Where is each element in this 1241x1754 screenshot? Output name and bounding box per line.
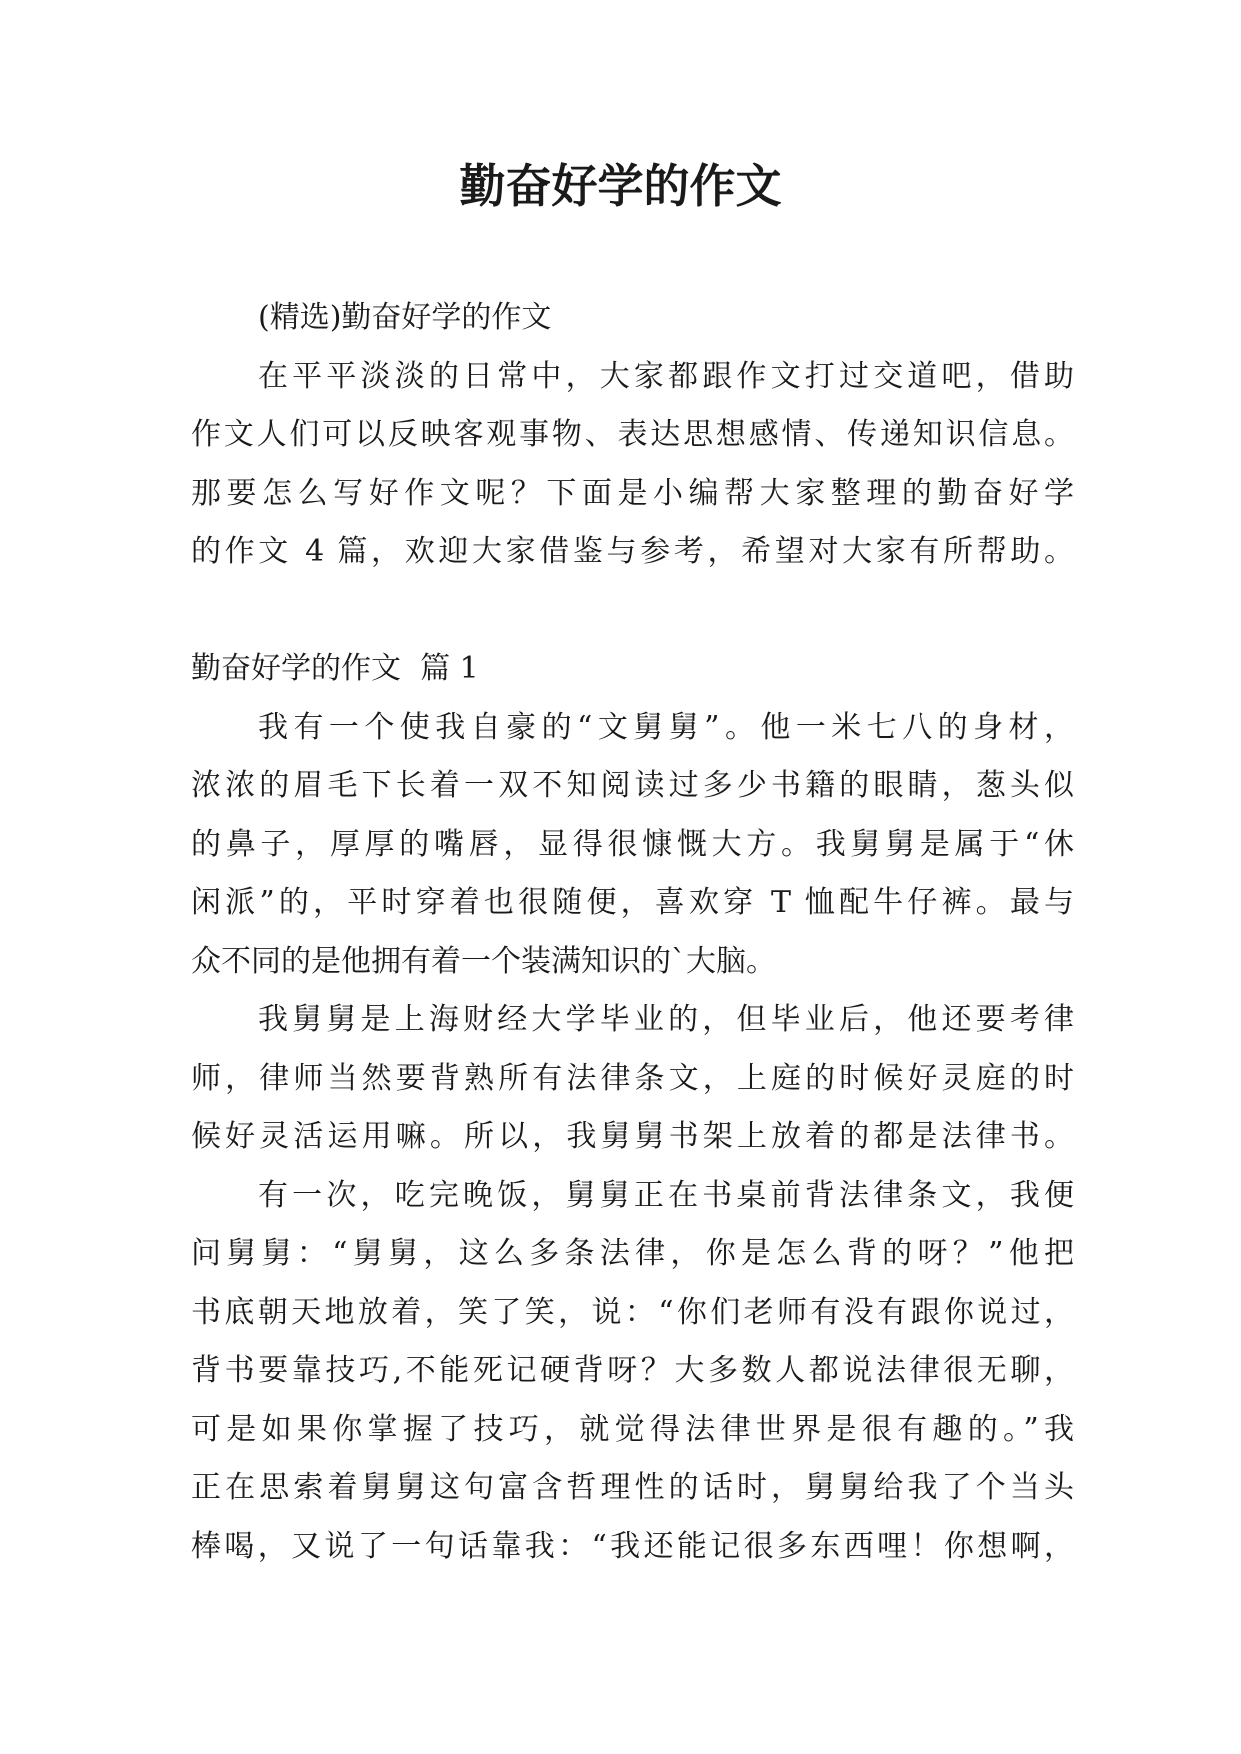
paragraph-line: 正在思索着舅舅这句富含哲理性的话时，舅舅给我了个当头 [191,1470,1074,1505]
paragraph [191,991,1074,1167]
paragraph-line: 师，律师当然要背熟所有法律条文，上庭的时候好灵庭的时 [191,1060,1074,1096]
paragraph-line: 有一次，吃完晚饭，舅舅正在书桌前背法律条文，我便 [258,1177,1074,1213]
section-heading: 勤奋好学的作文 篇 1 [191,651,479,686]
paragraph-line: 书底朝天地放着，笑了笑，说：“你们老师有没有跟你说过， [191,1294,1074,1330]
paragraph [191,1167,1074,1577]
document-title: 勤奋好学的作文 [459,159,782,213]
paragraph-line: 那要怎么写好作文呢？下面是小编帮大家整理的勤奋好学 [191,475,1074,511]
paragraph-line: 的作文 4 篇，欢迎大家借鉴与参考，希望对大家有所帮助。 [191,534,1074,569]
paragraph-line: 闲派”的，平时穿着也很随便，喜欢穿 T 恤配牛仔裤。最与 [191,885,1074,920]
intro-paragraph [191,348,1074,582]
document-subtitle: (精选)勤奋好学的作文 [258,300,552,335]
paragraph-line: 背书要靠技巧,不能死记硬背呀？大多数人都说法律很无聊， [191,1353,1074,1388]
paragraph-line: 众不同的是他拥有着一个装满知识的`大脑。 [191,943,776,979]
paragraph-line: 候好灵活运用嘛。所以，我舅舅书架上放着的都是法律书。 [191,1119,1074,1154]
paragraph-line: 问舅舅：“舅舅，这么多条法律，你是怎么背的呀？”他把 [191,1236,1074,1271]
paragraph-line: 我舅舅是上海财经大学毕业的，但毕业后，他还要考律 [258,1002,1074,1037]
paragraph-line: 我有一个使我自豪的“文舅舅”。他一米七八的身材， [258,709,1074,745]
paragraph-line: 棒喝，又说了一句话靠我：“我还能记很多东西哩！你想啊， [191,1528,1074,1564]
paragraph-line: 可是如果你掌握了技巧，就觉得法律世界是很有趣的。”我 [191,1411,1074,1447]
blank-line [191,582,1074,641]
paragraph-line: 作文人们可以反映客观事物、表达思想感情、传递知识信息。 [191,417,1074,452]
paragraph-line: 的鼻子，厚厚的嘴唇，显得很慷慨大方。我舅舅是属于“休 [191,826,1074,862]
paragraph-line: 浓浓的眉毛下长着一双不知阅读过多少书籍的眼睛，葱头似 [191,768,1074,803]
paragraph-line: 在平平淡淡的日常中，大家都跟作文打过交道吧，借助 [258,358,1074,394]
document-body [191,289,1074,1576]
paragraph [191,699,1074,992]
